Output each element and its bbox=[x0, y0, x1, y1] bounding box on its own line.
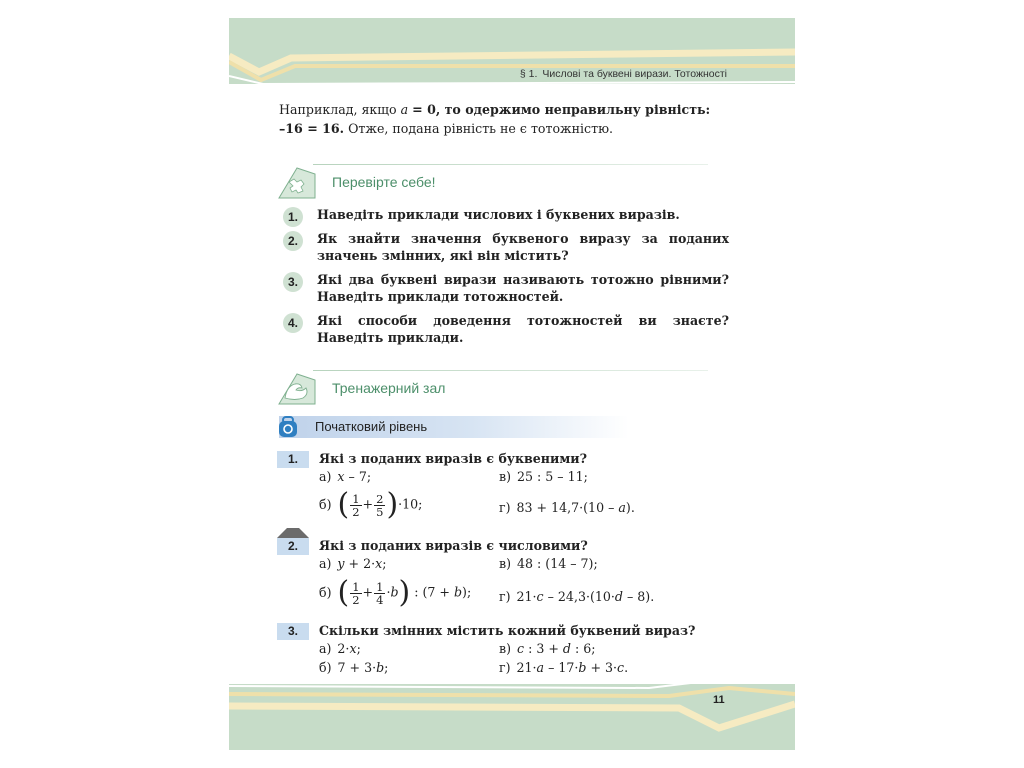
exercise-question: Які з поданих виразів є буквеними? bbox=[319, 451, 588, 466]
option-label: г) bbox=[499, 660, 511, 675]
exercise-option bbox=[499, 641, 595, 656]
denominator: 2 bbox=[352, 504, 360, 519]
numerator: 2 bbox=[376, 491, 384, 506]
option-label: б) bbox=[319, 584, 332, 600]
page-number: 11 bbox=[713, 694, 725, 706]
denominator: 2 bbox=[352, 592, 360, 607]
option-expression: ; bbox=[382, 556, 387, 571]
exercise-option bbox=[499, 660, 628, 675]
training-header bbox=[277, 370, 707, 406]
option-variable: b bbox=[376, 660, 385, 675]
option-expression: 21· bbox=[516, 660, 537, 675]
right-paren: ) bbox=[398, 575, 411, 610]
fraction bbox=[350, 581, 361, 606]
numerator: 1 bbox=[352, 579, 360, 594]
right-paren: ) bbox=[386, 487, 399, 522]
option-variable: x bbox=[349, 641, 357, 656]
option-expression: ·10; bbox=[398, 496, 423, 512]
exercise-number: 3. bbox=[277, 623, 309, 640]
option-expression: 7 + 3· bbox=[337, 660, 377, 675]
option-variable: d bbox=[562, 641, 571, 656]
option-variable: c bbox=[536, 589, 544, 604]
plus-sign: + bbox=[362, 584, 374, 600]
review-question bbox=[283, 312, 729, 346]
option-expression: 48 : (14 – 7); bbox=[517, 556, 598, 571]
denominator: 4 bbox=[376, 592, 384, 607]
exercise-option bbox=[319, 487, 423, 522]
check-yourself-header bbox=[277, 164, 707, 200]
option-variable: c bbox=[517, 641, 525, 656]
option-expression: : 6; bbox=[570, 641, 596, 656]
exercise-option bbox=[319, 575, 472, 610]
option-expression: – 24,3·(10· bbox=[543, 589, 615, 604]
kettlebell-icon bbox=[277, 416, 299, 438]
option-expression: – 8). bbox=[622, 589, 655, 604]
check-yourself-title: Перевірте себе! bbox=[332, 174, 436, 190]
intro-var: a bbox=[400, 102, 409, 117]
footer-band-stripes bbox=[229, 684, 795, 750]
exercise-option bbox=[499, 589, 654, 604]
option-expression: · bbox=[386, 584, 391, 600]
option-expression: . bbox=[624, 660, 629, 675]
option-variable: b bbox=[453, 584, 463, 600]
question-number: 4. bbox=[283, 313, 303, 333]
running-head bbox=[520, 68, 727, 80]
option-label: а) bbox=[319, 641, 332, 656]
exercise-option bbox=[499, 500, 635, 515]
review-question bbox=[283, 206, 729, 223]
option-variable: a bbox=[536, 660, 545, 675]
question-text: Як знайти значення буквеного виразу за поданих значень змінних, які він містить? bbox=[317, 231, 729, 263]
option-label: а) bbox=[319, 469, 332, 484]
option-expression: 83 + 14,7·(10 – bbox=[516, 500, 619, 515]
textbook-page bbox=[229, 18, 795, 750]
option-expression: – 17· bbox=[544, 660, 579, 675]
intro-expr: –16 = 16. bbox=[279, 121, 345, 136]
muscle-arm-icon bbox=[277, 370, 317, 406]
option-label: в) bbox=[499, 469, 512, 484]
option-variable: x bbox=[337, 469, 345, 484]
option-label: г) bbox=[499, 500, 511, 515]
footer-band bbox=[229, 684, 795, 750]
question-text: Які два буквені вирази називають тотожно рівними? Наведіть приклади тотожностей. bbox=[317, 272, 729, 304]
level-label: Початковий рівень bbox=[315, 419, 428, 434]
intro-paragraph bbox=[279, 100, 729, 138]
review-question bbox=[283, 271, 729, 305]
fraction bbox=[350, 493, 361, 518]
fraction bbox=[374, 581, 385, 606]
option-label: а) bbox=[319, 556, 332, 571]
exercise-question: Які з поданих виразів є числовими? bbox=[319, 538, 588, 553]
option-variable: a bbox=[618, 500, 626, 515]
option-expression: ). bbox=[625, 500, 635, 515]
section-title: Числові та буквені вирази. Тотожності bbox=[542, 68, 727, 80]
exercise-option bbox=[319, 556, 386, 571]
option-expression: + 3· bbox=[586, 660, 618, 675]
exercise-number: 2. bbox=[277, 538, 309, 555]
exercise-option bbox=[319, 641, 361, 656]
option-variable: x bbox=[375, 556, 383, 571]
exercise-option bbox=[499, 556, 598, 571]
denominator: 5 bbox=[376, 504, 384, 519]
puzzle-icon bbox=[277, 164, 317, 200]
option-variable: d bbox=[614, 589, 623, 604]
option-variable: b bbox=[390, 584, 399, 600]
training-title: Тренажерний зал bbox=[332, 380, 446, 396]
fraction bbox=[374, 493, 385, 518]
option-label: в) bbox=[499, 641, 512, 656]
option-expression: 25 : 5 – 11; bbox=[517, 469, 588, 484]
option-expression: : (7 + bbox=[410, 584, 454, 600]
section-rule bbox=[313, 164, 708, 165]
option-expression: – 7; bbox=[344, 469, 372, 484]
intro-line1-b: = 0, то одержимо неправильну рівність: bbox=[412, 102, 711, 117]
option-label: б) bbox=[319, 496, 332, 512]
option-expression: + 2· bbox=[344, 556, 376, 571]
intro-line1-a: Наприклад, якщо bbox=[279, 102, 397, 117]
option-variable: y bbox=[337, 556, 345, 571]
option-expression: ; bbox=[356, 641, 361, 656]
left-paren: ( bbox=[337, 575, 350, 610]
option-expression: : 3 + bbox=[524, 641, 563, 656]
question-number: 3. bbox=[283, 272, 303, 292]
option-label: г) bbox=[499, 589, 511, 604]
exercise-option bbox=[319, 469, 371, 484]
exercise-option bbox=[499, 469, 588, 484]
plus-sign: + bbox=[362, 496, 374, 512]
exercise-number: 1. bbox=[277, 451, 309, 468]
numerator: 1 bbox=[352, 491, 360, 506]
exercise-question: Скільки змінних містить кожний буквений вираз? bbox=[319, 623, 696, 638]
option-expression: 21· bbox=[516, 589, 537, 604]
option-label: б) bbox=[319, 660, 332, 675]
option-expression: ); bbox=[462, 584, 472, 600]
question-text: Які способи доведення тотожностей ви знаєте? Наведіть приклади. bbox=[317, 313, 729, 345]
exercise-option bbox=[319, 660, 388, 675]
option-variable: b bbox=[578, 660, 587, 675]
numerator: 1 bbox=[376, 579, 384, 594]
intro-line2-rest: Отже, подана рівність не є тотожністю. bbox=[348, 121, 614, 136]
roof-icon bbox=[277, 526, 309, 538]
question-number: 2. bbox=[283, 231, 303, 251]
option-expression: 2· bbox=[337, 641, 350, 656]
review-questions bbox=[283, 206, 729, 353]
option-label: в) bbox=[499, 556, 512, 571]
option-variable: c bbox=[617, 660, 625, 675]
question-text: Наведіть приклади числових і буквених виразів. bbox=[317, 207, 680, 222]
section-mark: § 1. bbox=[519, 68, 538, 80]
left-paren: ( bbox=[337, 487, 350, 522]
question-number: 1. bbox=[283, 207, 303, 227]
option-expression: ; bbox=[384, 660, 389, 675]
section-rule bbox=[313, 370, 708, 371]
review-question bbox=[283, 230, 729, 264]
